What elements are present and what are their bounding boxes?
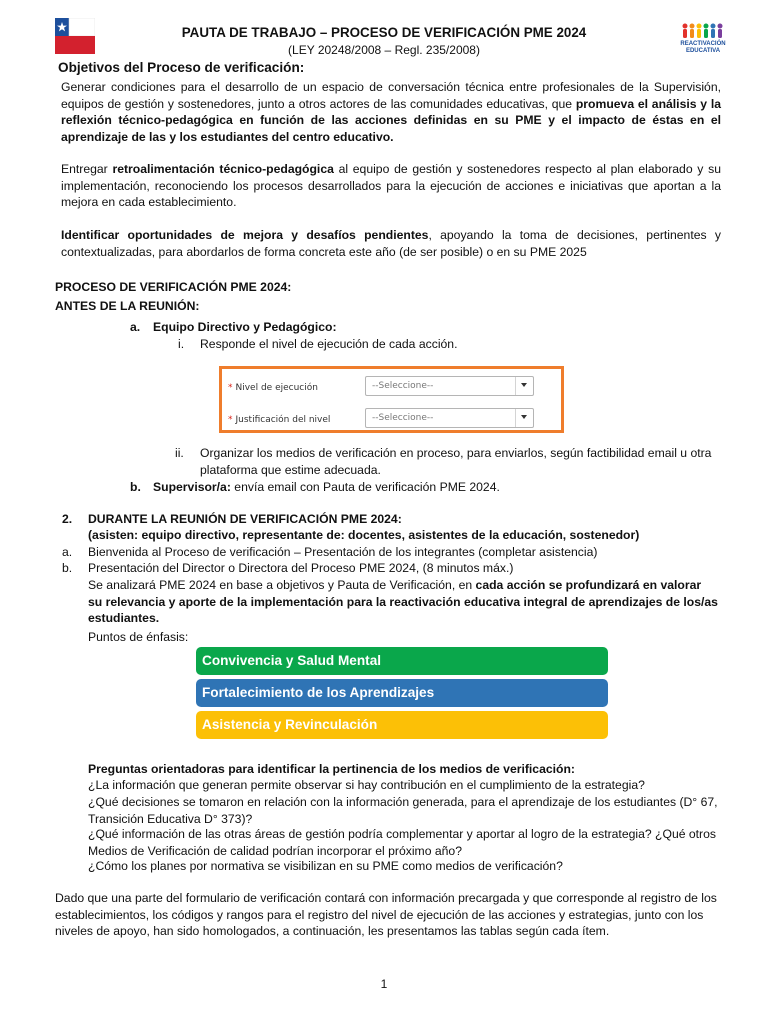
supervisor-label: Supervisor/a: (153, 480, 231, 494)
welcome-text: Bienvenida al Proceso de verificación – Presentación de los integrantes (completar asistencia) (88, 545, 598, 559)
document-subtitle: (LEY 20248/2008 – Regl. 235/2008) (288, 43, 480, 57)
form-screenshot (219, 366, 564, 433)
chevron-down-icon (515, 409, 533, 427)
list-marker-b: b. (130, 480, 141, 494)
list-marker-ii: ii. (175, 446, 184, 460)
supervisor-text: envía email con Pauta de verificación PME 2024. (230, 480, 500, 494)
required-marker: * (228, 383, 233, 393)
list-marker-a: a. (130, 320, 141, 334)
list-marker-2: 2. (62, 512, 73, 526)
objective-paragraph-1 (61, 79, 721, 145)
objectives-heading: Objetivos del Proceso de verificación: (58, 60, 305, 75)
chevron-down-icon (515, 377, 533, 395)
document-title: PAUTA DE TRABAJO – PROCESO DE VERIFICACIÓN PME 2024 (181, 25, 587, 40)
question-3: ¿Qué información de las otras áreas de gestión podría complementar y aportar al logro de la estrategia? ¿Qué otros Medios de Verificación de calidad podrían incorporar el próximo año? (88, 827, 716, 858)
objective-3-bold: Identificar oportunidades de mejora y desafíos pendientes (61, 228, 429, 242)
analysis-text: Se analizará PME 2024 en base a objetivos y Pauta de Verificación, en (88, 578, 476, 592)
question-1: ¿La información que generan permite observar si hay contribución en el cumplimiento de la estrategia? (88, 778, 645, 792)
list-marker-i: i. (178, 337, 185, 351)
objective-2-text-a: Entregar (61, 162, 113, 176)
organize-verification-text: Organizar los medios de verificación en proceso, para enviarlos, según factibilidad email u otra plataforma que estime adecuada. (200, 446, 712, 477)
question-4: ¿Cómo los planes por normativa se visibilizan en su PME como medios de verificación? (88, 859, 563, 873)
questions-heading: Preguntas orientadoras para identificar la pertinencia de los medios de verificación: (88, 762, 575, 776)
justification-label (228, 412, 330, 429)
execution-level-value: --Seleccione-- (372, 381, 434, 391)
director-presentation-text: Presentación del Director o Directora del Proceso PME 2024, (8 minutos máx.) (88, 561, 514, 575)
emphasis-aprendizajes: Fortalecimiento de los Aprendizajes (196, 679, 608, 707)
execution-level-label-text: Nivel de ejecución (235, 383, 318, 393)
objective-1-text: Generar condiciones para el desarrollo de un espacio de conversación técnica entre profesionales de la Supervisión, equipos de gestión y sostenedores, junto a otros actores de las comunidades educativas, que (61, 80, 721, 111)
emphasis-convivencia: Convivencia y Salud Mental (196, 647, 608, 675)
during-marker-a: a. (62, 545, 73, 559)
analysis-bold: cada acción se profundizará en valorar su relevancia y aporte de la implementación para la reactivación educativa integral de aprendizajes de los/as estudiantes. (88, 578, 718, 625)
justification-select[interactable] (365, 408, 534, 428)
during-marker-b: b. (62, 561, 73, 575)
closing-paragraph: Dado que una parte del formulario de verificación contará con información precargada y que corresponde al registro de los establecimientos, los códigos y rangos para el registro del nivel de ejecución de las acciones y estrategias, junto con los niveles de apoyo, han sido homologados, a continuación, les presentamos las tablas según cada ítem. (55, 891, 717, 938)
reactivacion-logo-text: REACTIVACIÓN EDUCATIVA (680, 41, 726, 54)
objective-paragraph-2 (61, 161, 721, 211)
justification-value: --Seleccione-- (372, 413, 434, 423)
execution-level-select[interactable] (365, 376, 534, 396)
required-marker: * (228, 415, 233, 425)
emphasis-asistencia: Asistencia y Revinculación (196, 711, 608, 739)
objective-2-text-c: al equipo de gestión y sostenedores respecto al plan elaborado y su implementación, reconociendo los procesos desarrollados para la ejecución de acciones e iniciativas que aportan a la mejora en cada establecimiento. (61, 162, 721, 209)
management-team-label: Equipo Directivo y Pedagógico: (153, 320, 337, 334)
question-2: ¿Qué decisiones se tomaron en relación con la información generada, para el aprendizaje de los estudiantes (D° 67, Transición Educativa D° 373)? (88, 795, 718, 826)
execution-level-label (228, 380, 318, 397)
reactivacion-educativa-logo (680, 22, 726, 56)
objective-3-text: , apoyando la toma de decisiones, pertinentes y contextualizadas, para abordarlos de forma concreta este año (de ser posible) o en su PME 2025 (61, 228, 721, 259)
analysis-paragraph (88, 577, 718, 627)
respond-level-text: Responde el nivel de ejecución de cada acción. (200, 337, 458, 351)
justification-label-text: Justificación del nivel (235, 415, 331, 425)
supervisor-line (153, 479, 500, 496)
during-meeting-heading: DURANTE LA REUNIÓN DE VERIFICACIÓN PME 2024: (88, 512, 402, 526)
objective-2-bold: retroalimentación técnico-pedagógica (112, 162, 334, 176)
objective-paragraph-3 (61, 227, 721, 260)
emphasis-label: Puntos de énfasis: (88, 630, 189, 644)
before-meeting-heading: ANTES DE LA REUNIÓN: (55, 299, 200, 313)
objective-1-bold: promueva el análisis y la reflexión técnico-pedagógica en función de las acciones definidas en su PME y el impacto de éstas en el aprendizaje de las y los estudiantes del centro educativo. (61, 96, 721, 144)
attendees-text: (asisten: equipo directivo, representante de: docentes, asistentes de la educación, sostenedor) (88, 528, 640, 542)
page-number: 1 (380, 977, 388, 991)
process-heading: PROCESO DE VERIFICACIÓN PME 2024: (55, 280, 292, 294)
